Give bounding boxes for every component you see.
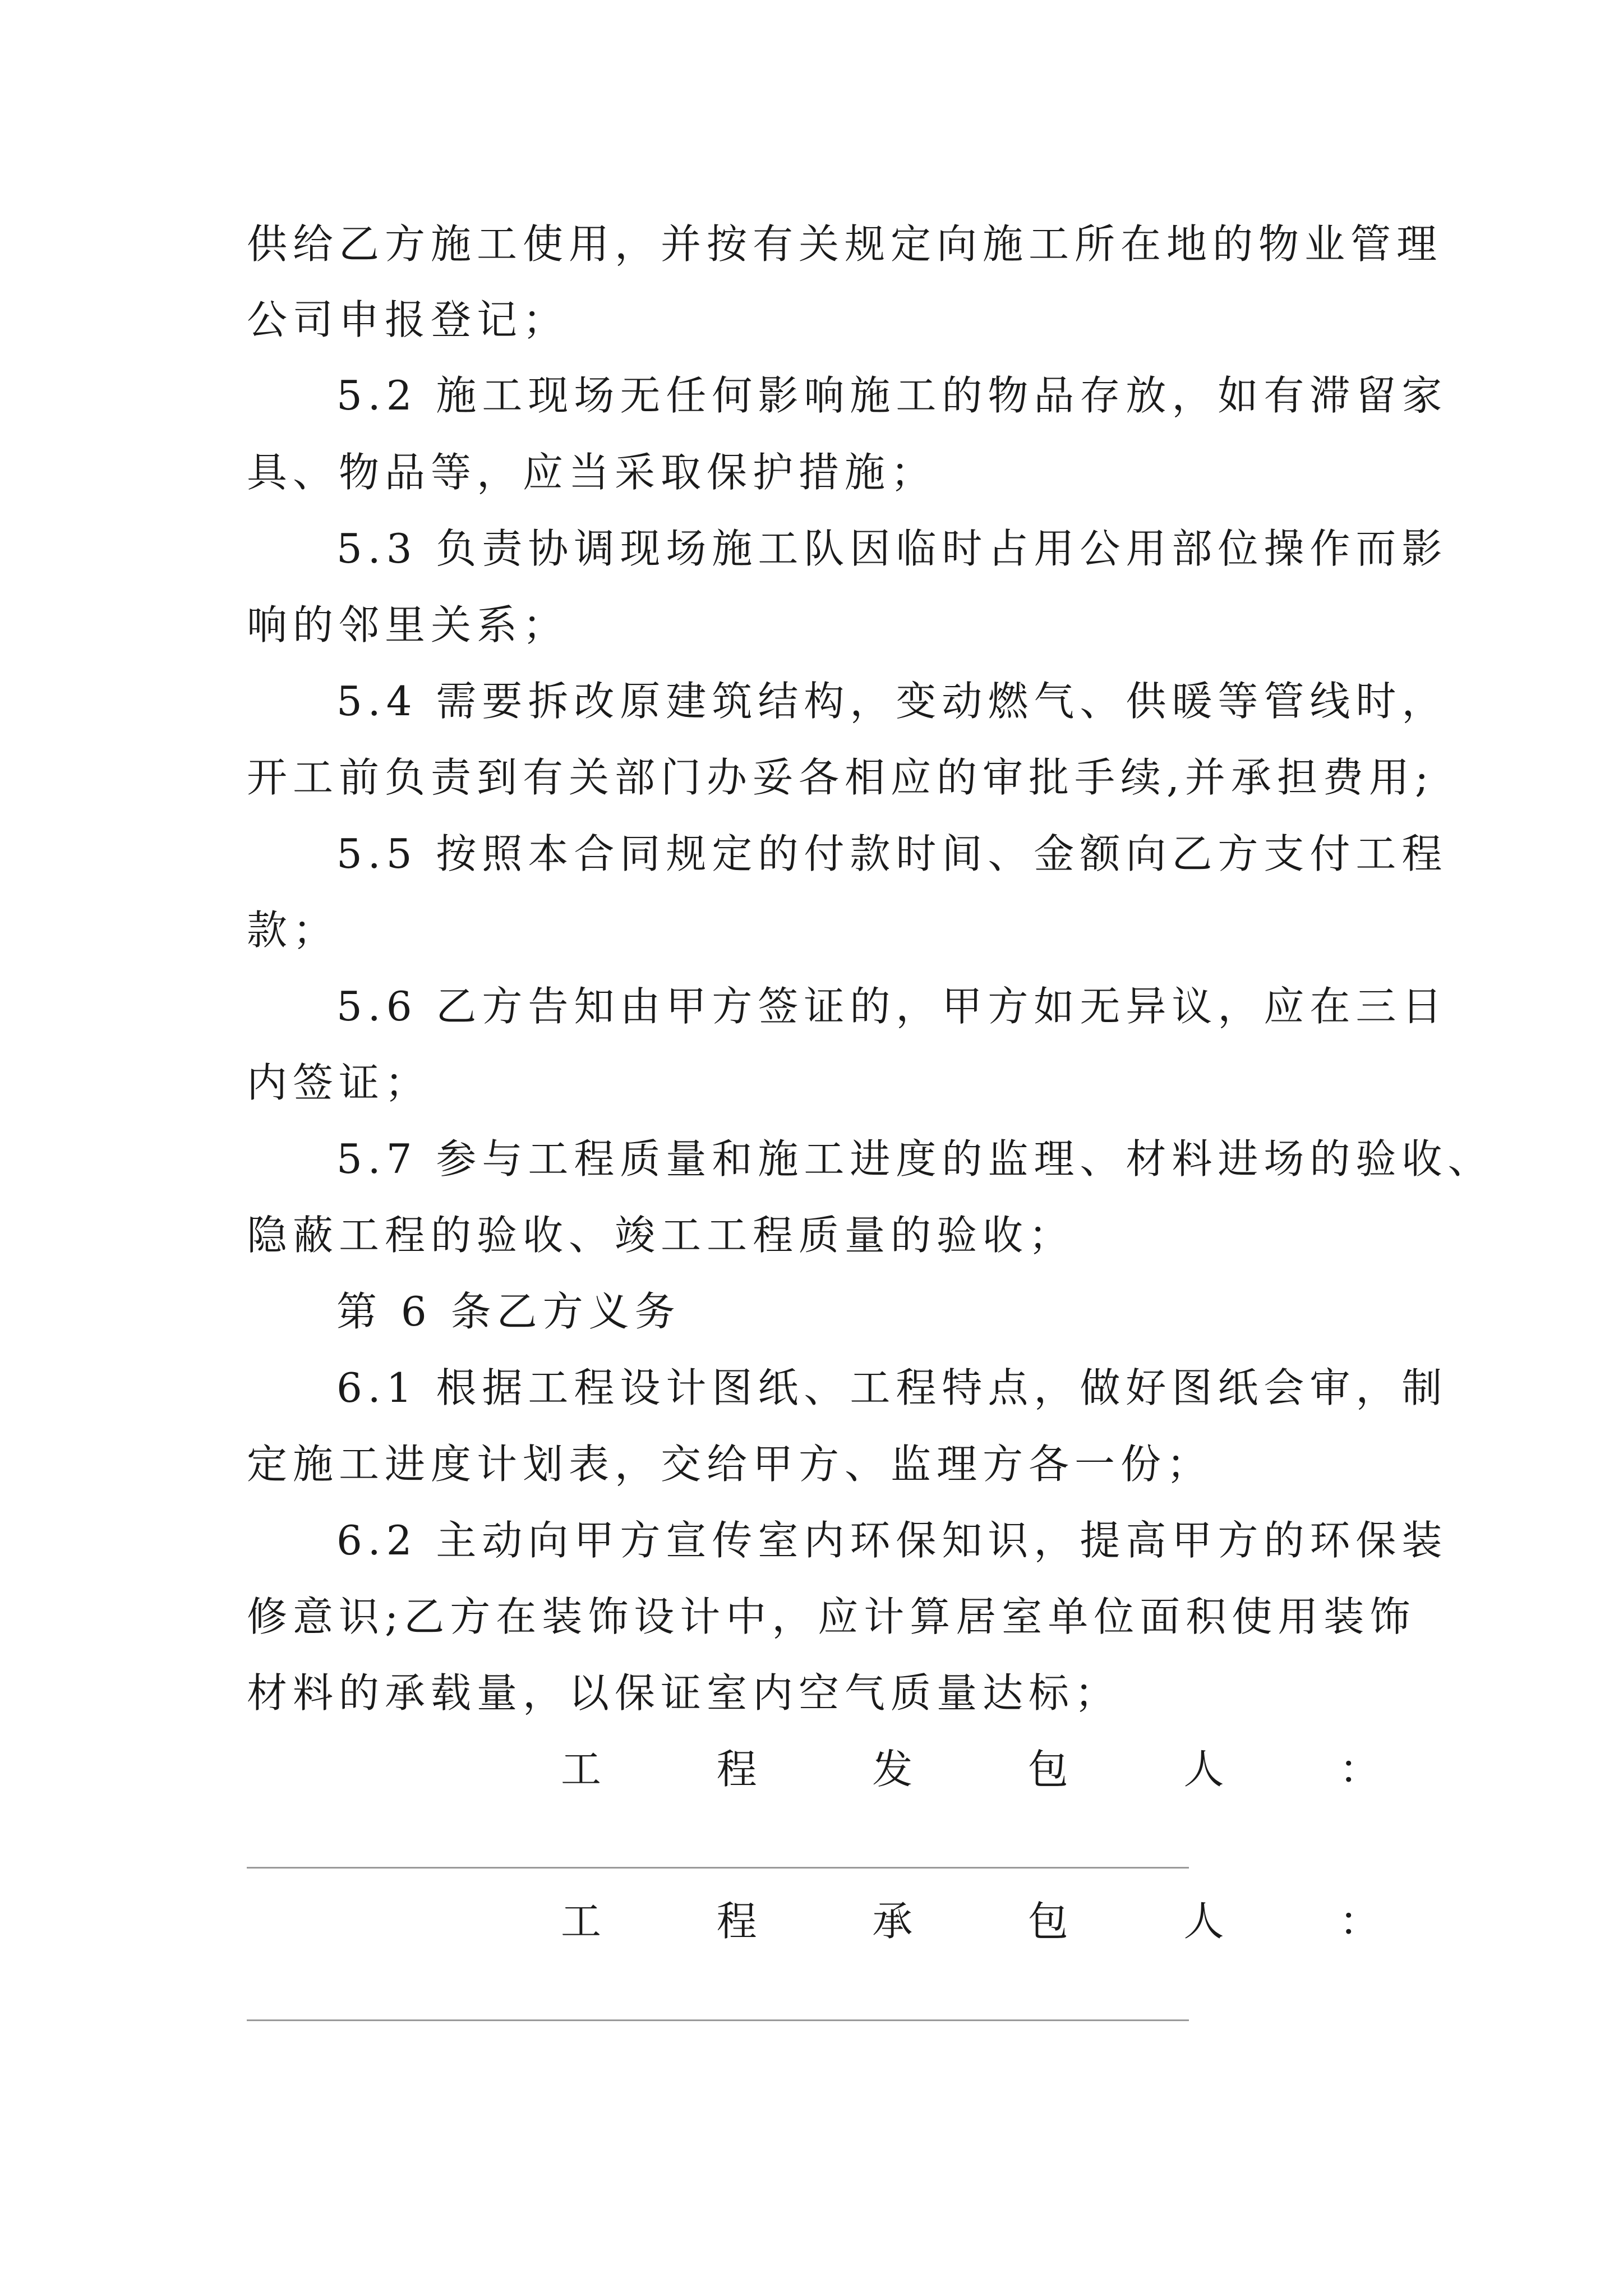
clause-5-5: 5.5 按照本合同规定的付款时间、金额向乙方支付工程 xyxy=(336,830,1448,877)
employer-signature-line xyxy=(247,1867,1189,1869)
paragraph-line: 供给乙方施工使用，并按有关规定向施工所在地的物业管理 xyxy=(247,220,1443,268)
clause-6-1: 6.1 根据工程设计图纸、工程特点，做好图纸会审，制 xyxy=(336,1364,1448,1411)
clause-6-2: 6.2 主动向甲方宣传室内环保知识，提高甲方的环保装 xyxy=(336,1517,1448,1564)
paragraph-line: 材料的承载量，以保证室内空气质量达标； xyxy=(247,1669,1121,1717)
signature-char: 包 xyxy=(1027,1898,1068,1945)
clause-5-6: 5.6 乙方告知由甲方签证的，甲方如无异议，应在三日 xyxy=(336,983,1448,1030)
signature-char: 工 xyxy=(561,1746,602,1793)
signature-char: 发 xyxy=(872,1746,913,1793)
paragraph-line: 响的邻里关系； xyxy=(247,601,569,648)
signature-char: 人 xyxy=(1183,1746,1224,1793)
contractor-signature-label xyxy=(561,1893,1380,1949)
clause-5-3: 5.3 负责协调现场施工队因临时占用公用部位操作而影 xyxy=(336,525,1448,572)
paragraph-line: 定施工进度计划表，交给甲方、监理方各一份； xyxy=(247,1441,1213,1488)
paragraph-line: 款； xyxy=(247,907,339,954)
clause-5-7: 5.7 参与工程质量和施工进度的监理、材料进场的验收、 xyxy=(336,1135,1494,1182)
signature-char: 程 xyxy=(716,1746,757,1793)
paragraph-line: 具、物品等，应当采取保护措施； xyxy=(247,449,937,496)
signature-char: 工 xyxy=(561,1898,602,1945)
signature-char: 包 xyxy=(1027,1746,1068,1793)
clause-5-4: 5.4 需要拆改原建筑结构，变动燃气、供暖等管线时， xyxy=(336,678,1448,725)
signature-char: ： xyxy=(1339,1898,1380,1945)
paragraph-line: 修意识;乙方在装饰设计中，应计算居室单位面积使用装饰 xyxy=(247,1593,1416,1640)
signature-char: 承 xyxy=(872,1898,913,1945)
signature-char: 程 xyxy=(716,1898,757,1945)
paragraph-line: 内签证； xyxy=(247,1059,431,1106)
paragraph-line: 公司申报登记； xyxy=(247,296,569,343)
contractor-signature-line xyxy=(247,2019,1189,2021)
signature-char: 人 xyxy=(1183,1898,1224,1945)
paragraph-line: 开工前负责到有关部门办妥各相应的审批手续,并承担费用; xyxy=(247,754,1435,801)
signature-char: ： xyxy=(1339,1746,1380,1793)
employer-signature-label xyxy=(561,1741,1380,1797)
paragraph-line: 隐蔽工程的验收、竣工工程质量的验收； xyxy=(247,1212,1075,1259)
article-6-heading: 第 6 条乙方义务 xyxy=(336,1288,681,1335)
clause-5-2: 5.2 施工现场无任何影响施工的物品存放，如有滞留家 xyxy=(336,372,1448,419)
